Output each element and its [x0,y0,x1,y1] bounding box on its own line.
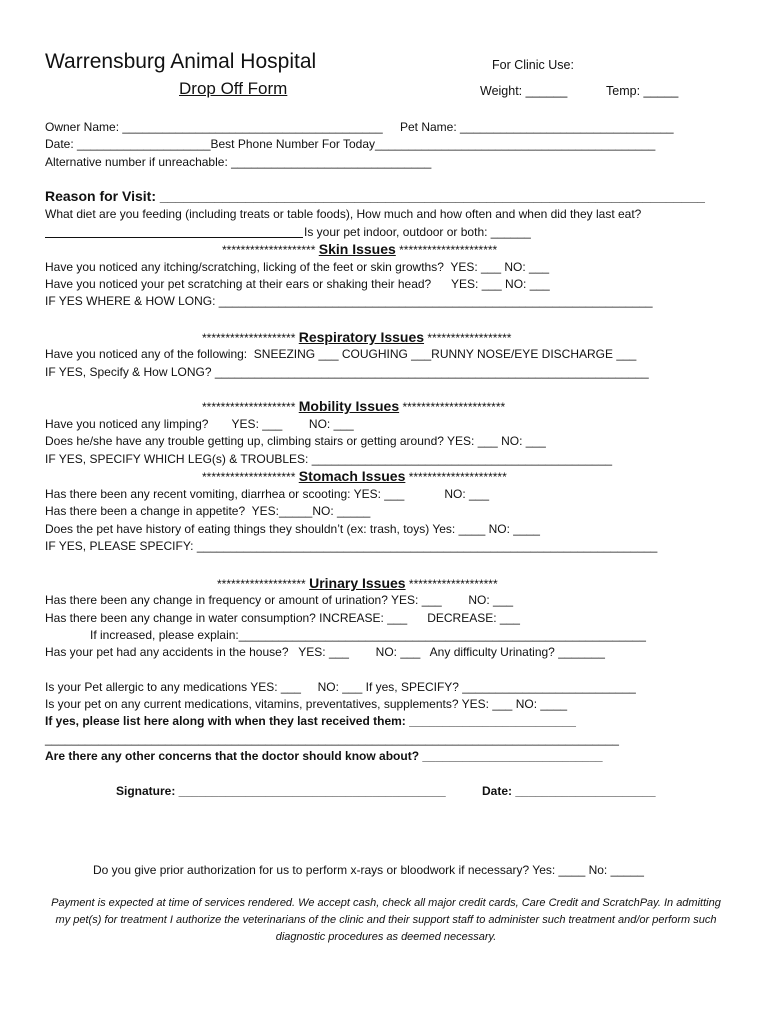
mobility-trouble-question[interactable]: Does he/she have any trouble getting up, climbing stairs or getting around? YES: ___ NO: ___ [45,434,546,448]
section-heading-respiratory: ******************** Respiratory Issues ****************** [202,329,512,345]
stomach-eating-question[interactable]: Does the pet have history of eating things they shouldn’t (ex: trash, toys) Yes: ____ NO: ____ [45,522,540,536]
owner-name-field[interactable]: Owner Name: _______________________________________ [45,120,383,134]
alt-number-field[interactable]: Alternative number if unreachable: ______________________________ [45,155,432,169]
stomach-vomiting-question[interactable]: Has there been any recent vomiting, diarrhea or scooting: YES: ___ NO: ___ [45,487,490,501]
date-phone-field[interactable]: Date: ____________________Best Phone Number For Today__________________________________________ [45,137,656,151]
urinary-frequency-question[interactable]: Has there been any change in frequency or amount of urination? YES: ___ NO: ___ [45,593,514,607]
skin-ears-question[interactable]: Have you noticed your pet scratching at their ears or shaking their head? YES: ___ NO: ___ [45,277,550,291]
skin-where-field[interactable]: IF YES WHERE & HOW LONG: _________________________________________________________________ [45,294,653,308]
section-heading-urinary: ******************* Urinary Issues ******************* [217,575,498,591]
section-heading-mobility: ******************** Mobility Issues ********************** [202,398,506,414]
other-concerns-field[interactable]: Are there any other concerns that the doctor should know about? ___________________________ [45,749,603,763]
respiratory-specify-field[interactable]: IF YES, Specify & How LONG? _________________________________________________________________ [45,365,649,379]
mobility-limping-question[interactable]: Have you noticed any limping? YES: ___ NO: ___ [45,417,354,431]
medication-list-line[interactable]: ______________________________________________________________________________________ [45,732,619,746]
authorization-question[interactable]: Do you give prior authorization for us to perform x-rays or bloodwork if necessary? Yes: ____ No: _____ [93,863,644,877]
payment-terms-note: Payment is expected at time of services rendered. We accept cash, check all major credit cards, Care Credit and ScratchPay. In admitting my pet(s) for treatment I authorize the veterinarians of the clinic and their support staff to administer such treatment and/or perform such diagnostic procedures as deemed necessary. [51,897,721,943]
diet-answer-line[interactable] [45,237,303,238]
stomach-appetite-question[interactable]: Has there been a change in appetite? YES:_____NO: _____ [45,504,371,518]
temp-field[interactable]: Temp: _____ [606,84,679,98]
section-heading-skin: ******************** Skin Issues ********************* [222,241,498,257]
urinary-explain-field[interactable]: If increased, please explain:_____________________________________________________________ [90,628,646,642]
indoor-outdoor-field[interactable]: Is your pet indoor, outdoor or both: ______ [304,225,531,239]
urinary-water-question[interactable]: Has there been any change in water consumption? INCREASE: ___ DECREASE: ___ [45,611,520,625]
reason-for-visit-field[interactable]: Reason for Visit: ______________________________________________________________________ [45,188,705,204]
respiratory-symptoms-question[interactable]: Have you noticed any of the following: SNEEZING ___ COUGHING ___RUNNY NOSE/EYE DISCHARGE ___ [45,347,637,361]
mobility-leg-field[interactable]: IF YES, SPECIFY WHICH LEG(s) & TROUBLES: _____________________________________________ [45,452,613,466]
urinary-accidents-question[interactable]: Has your pet had any accidents in the house? YES: ___ NO: ___ Any difficulty Urinating? _______ [45,645,605,659]
current-medications-question[interactable]: Is your pet on any current medications, vitamins, preventatives, supplements? YES: ___ NO: ____ [45,697,568,711]
med-allergy-question[interactable]: Is your Pet allergic to any medications YES: ___ NO: ___ If yes, SPECIFY? __________________________ [45,680,636,694]
signature-field[interactable]: Signature: ________________________________________ [116,784,446,798]
diet-question: What diet are you feeding (including treats or table foods), How much and how often and when did they last eat? [45,207,642,221]
section-heading-stomach: ******************** Stomach Issues ********************* [202,468,507,484]
page-title: Warrensburg Animal Hospital [45,50,317,73]
clinic-use-label: For Clinic Use: [492,58,574,72]
skin-itching-question[interactable]: Have you noticed any itching/scratching, licking of the feet or skin growths? YES: ___ NO: ___ [45,260,550,274]
weight-field[interactable]: Weight: ______ [480,84,568,98]
medication-list-field[interactable]: If yes, please list here along with when they last received them: _________________________ [45,714,576,728]
stomach-specify-field[interactable]: IF YES, PLEASE SPECIFY: _____________________________________________________________________ [45,539,658,553]
form-subtitle: Drop Off Form [179,79,288,98]
pet-name-field[interactable]: Pet Name: ________________________________ [400,120,674,134]
signature-date-field[interactable]: Date: _____________________ [482,784,656,798]
